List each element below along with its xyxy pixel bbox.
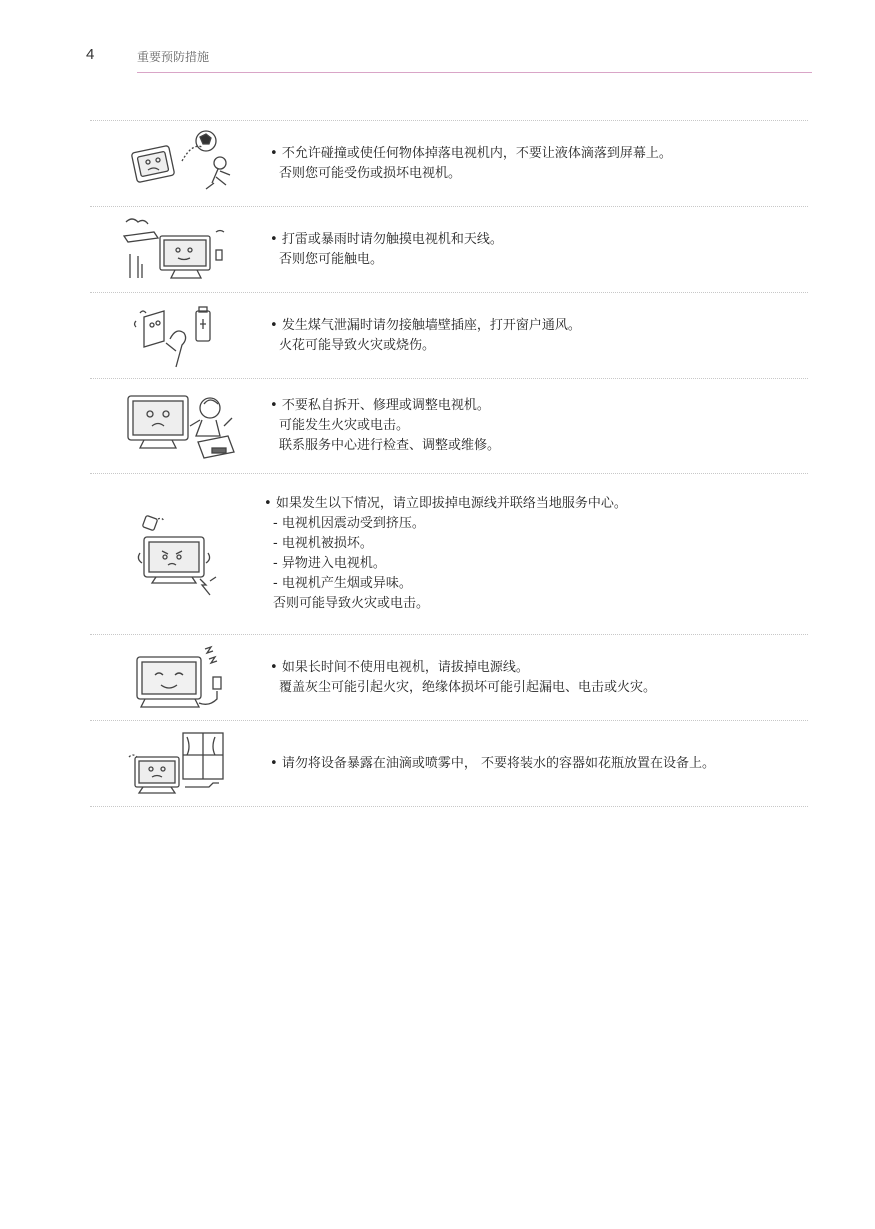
text-line: 否则可能导致火灾或电击。 (273, 596, 430, 611)
precaution-text (264, 494, 808, 614)
gas-leak-outlet-icon (90, 293, 270, 378)
tv-repair-icon (90, 379, 270, 473)
precaution-item (90, 720, 808, 807)
text-line: 可能发生火灾或电击。 (279, 418, 410, 433)
precaution-item (90, 206, 808, 292)
section-title: 重要预防措施 (137, 50, 210, 64)
text-line: • 不要私自拆开、修理或调整电视机。 (270, 396, 808, 416)
precaution-list (90, 120, 808, 807)
text-line: - 电视机因震动受到挤压。 (273, 516, 425, 531)
precaution-text (270, 230, 808, 270)
precaution-item (90, 292, 808, 378)
tv-unplug-icon (90, 635, 270, 720)
text-line: - 异物进入电视机。 (273, 556, 386, 571)
precaution-text (270, 316, 808, 356)
tv-damage-icon (90, 474, 270, 634)
precaution-text (270, 396, 808, 456)
precaution-item (90, 634, 808, 720)
tv-thunderstorm-icon (90, 207, 270, 292)
text-line: • 发生煤气泄漏时请勿接触墙壁插座，打开窗户通风。 (270, 316, 808, 336)
text-line: 覆盖灰尘可能引起火灾，绝缘体损坏可能引起漏电、电击或火灾。 (279, 679, 657, 695)
precaution-text (270, 658, 808, 698)
precaution-item (90, 120, 808, 206)
text-line: 否则您可能受伤或损坏电视机。 (279, 165, 462, 181)
precaution-item (90, 378, 808, 473)
precaution-item (90, 473, 808, 634)
text-line: • 如果长时间不使用电视机，请拔掉电源线。 (270, 658, 808, 678)
text-line: • 如果发生以下情况，请立即拔掉电源线并联络当地服务中心。 (264, 494, 808, 514)
text-line: • 请勿将设备暴露在油滴或喷雾中， 不要将装水的容器如花瓶放置在设备上。 (270, 754, 808, 774)
text-line: 火花可能导致火灾或烧伤。 (279, 337, 436, 353)
tv-oil-spray-icon (90, 721, 270, 806)
text-line: 否则您可能触电。 (279, 251, 384, 267)
page-number: 4 (86, 46, 95, 63)
tv-ball-hit-icon (90, 121, 270, 206)
precaution-text (270, 754, 808, 774)
header-divider (137, 72, 812, 73)
text-line: - 电视机产生烟或异味。 (273, 576, 412, 591)
text-line: 联系服务中心进行检查、调整或维修。 (279, 438, 501, 453)
text-line: • 不允许碰撞或使任何物体掉落电视机内，不要让液体滴落到屏幕上。 (270, 144, 808, 164)
precaution-text (270, 144, 808, 184)
text-line: - 电视机被损坏。 (273, 536, 373, 551)
text-line: • 打雷或暴雨时请勿触摸电视机和天线。 (270, 230, 808, 250)
